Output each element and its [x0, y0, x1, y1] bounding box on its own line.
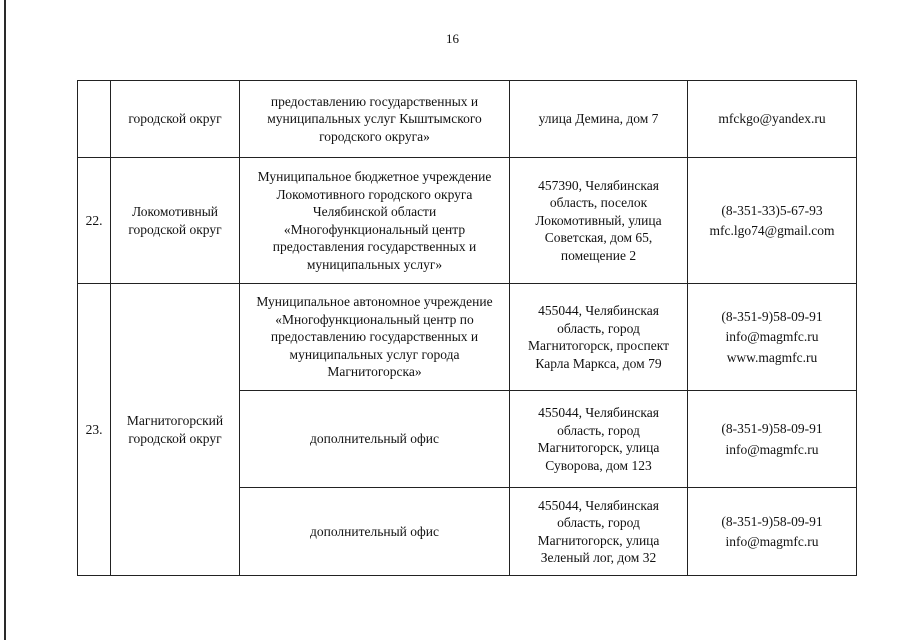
page-number: 16	[446, 31, 459, 46]
contact-email: info@magmfc.ru	[725, 441, 819, 457]
district-cell: Локомотивный городской округ	[111, 158, 240, 284]
district-cell: городской округ	[111, 81, 240, 158]
address-cell: 457390, Челябинская область, поселок Локомотивный, улица Советская, дом 65, помещение 2	[510, 158, 688, 284]
contact-phone: (8-351-9)58-09-91	[721, 308, 823, 324]
table-row	[78, 158, 857, 284]
row-number: 23.	[78, 284, 111, 576]
address-cell: 455044, Челябинская область, город Магнитогорск, улица Зеленый лог, дом 32	[510, 488, 688, 576]
address-cell: 455044, Челябинская область, город Магнитогорск, улица Суворова, дом 123	[510, 391, 688, 488]
contact-email: mfckgo@yandex.ru	[718, 111, 826, 127]
contact-email: mfc.lgo74@gmail.com	[709, 223, 835, 238]
table-row	[78, 81, 857, 158]
contacts-cell	[688, 158, 857, 284]
mfc-table	[77, 80, 857, 576]
address-cell: 455044, Челябинская область, город Магнитогорск, проспект Карла Маркса, дом 79	[510, 284, 688, 391]
institution-cell: дополнительный офис	[240, 391, 510, 488]
contacts-cell	[688, 391, 857, 488]
contacts-cell	[688, 81, 857, 158]
row-number	[78, 81, 111, 158]
contact-phone: (8-351-9)58-09-91	[721, 513, 823, 529]
contacts-cell	[688, 488, 857, 576]
contact-phone: (8-351-33)5-67-93	[721, 202, 823, 218]
contacts-cell	[688, 284, 857, 391]
district-cell: Магнитогорский городской округ	[111, 284, 240, 576]
contact-phone: (8-351-9)58-09-91	[721, 421, 823, 436]
institution-cell: предоставлению государственных и муниципальных услуг Кыштымского городского округа»	[240, 81, 510, 158]
contact-email: info@magmfc.ru	[725, 329, 819, 345]
table-row	[78, 284, 857, 391]
scan-edge-line	[4, 0, 6, 640]
institution-cell: дополнительный офис	[240, 488, 510, 576]
address-cell: улица Демина, дом 7	[510, 81, 688, 158]
institution-cell: Муниципальное автономное учреждение «Многофункциональный центр по предоставлению государственных и муниципальных услуг города Магнитогорска»	[240, 284, 510, 391]
contact-email: info@magmfc.ru	[725, 534, 819, 549]
institution-cell: Муниципальное бюджетное учреждение Локомотивного городского округа Челябинской области «Многофункциональный центр предоставления государственных и муниципальных услуг»	[240, 158, 510, 284]
row-number: 22.	[78, 158, 111, 284]
contact-website: www.magmfc.ru	[726, 349, 818, 365]
